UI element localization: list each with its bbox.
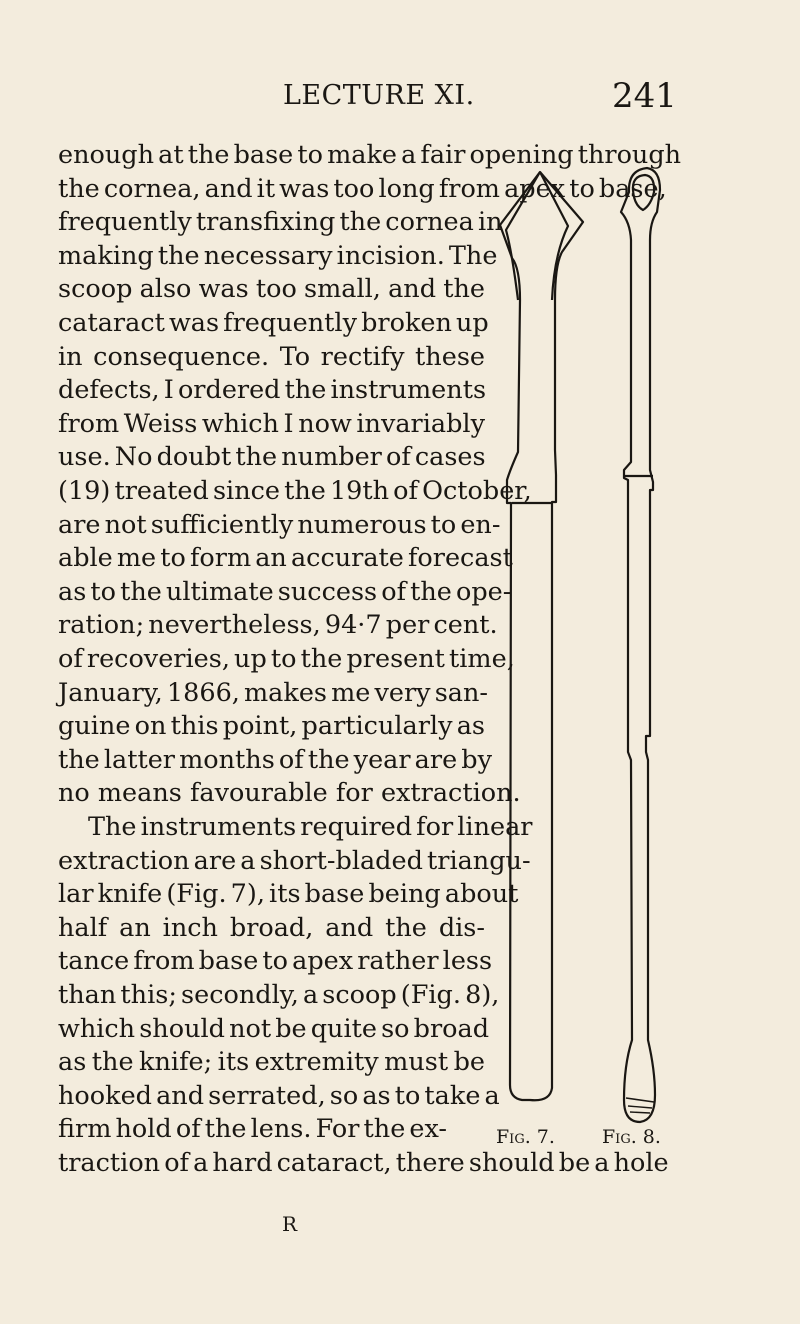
text-line: defects, I ordered the instruments (58, 375, 487, 406)
text-line: as to the ultimate success of the ope- (58, 576, 512, 607)
text-line: making the necessary incision. The (58, 240, 498, 271)
text-line: in consequence. To rectify these (58, 341, 485, 372)
text-line: from Weiss which I now invariably (58, 408, 485, 439)
text-line: lar knife (Fig. 7), its base being about (58, 879, 519, 910)
text-line: frequently transfixing the cornea in (58, 207, 503, 238)
page-number: 241 (612, 76, 677, 116)
text-line: able me to form an accurate forecast (58, 543, 513, 574)
text-line: firm hold of the lens. For the ex- (58, 1114, 448, 1145)
text-line: ration; nevertheless, 94·7 per cent. (58, 610, 498, 641)
fig7-knife-illustration (500, 172, 583, 1100)
fig8-caption: Fig. 8. (602, 1126, 661, 1148)
signature-mark: R (282, 1212, 298, 1236)
text-line: (19) treated since the 19th of October, (58, 476, 532, 506)
text-line: are not sufficiently numerous to en- (58, 509, 501, 540)
text-line: hooked and serrated, so as to take a (58, 1080, 500, 1111)
text-line: which should not be quite so broad (58, 1013, 490, 1044)
fig7-caption: Fig. 7. (496, 1126, 555, 1148)
text-line: The instruments required for linear (88, 812, 533, 842)
text-line: traction of a hard cataract, there should be a hole (58, 1148, 669, 1178)
text-line: of recoveries, up to the present time, (58, 644, 515, 674)
text-line: than this; secondly, a scoop (Fig. 8), (58, 980, 500, 1010)
text-line: the latter months of the year are by (58, 744, 493, 775)
text-line: as the knife; its extremity must be (58, 1047, 485, 1078)
text-line: guine on this point, particularly as (58, 711, 485, 742)
text-line: cataract was frequently broken up (58, 308, 489, 338)
text-line: half an inch broad, and the dis- (58, 912, 485, 943)
text-line: extraction are a short-bladed triangu- (58, 845, 531, 876)
text-line: scoop also was too small, and the (58, 274, 485, 305)
text-line: the cornea, and it was too long from apex to base, (58, 173, 667, 204)
text-line: enough at the base to make a fair opening through (58, 140, 682, 170)
text-line: use. No doubt the number of cases (58, 442, 486, 473)
running-title: LECTURE XI. (283, 80, 475, 111)
text-line: no means favourable for extraction. (58, 778, 521, 809)
text-line: tance from base to apex rather less (58, 946, 493, 977)
fig8-scoop-illustration (621, 168, 660, 1122)
text-line: January, 1866, makes me very san- (58, 677, 489, 708)
